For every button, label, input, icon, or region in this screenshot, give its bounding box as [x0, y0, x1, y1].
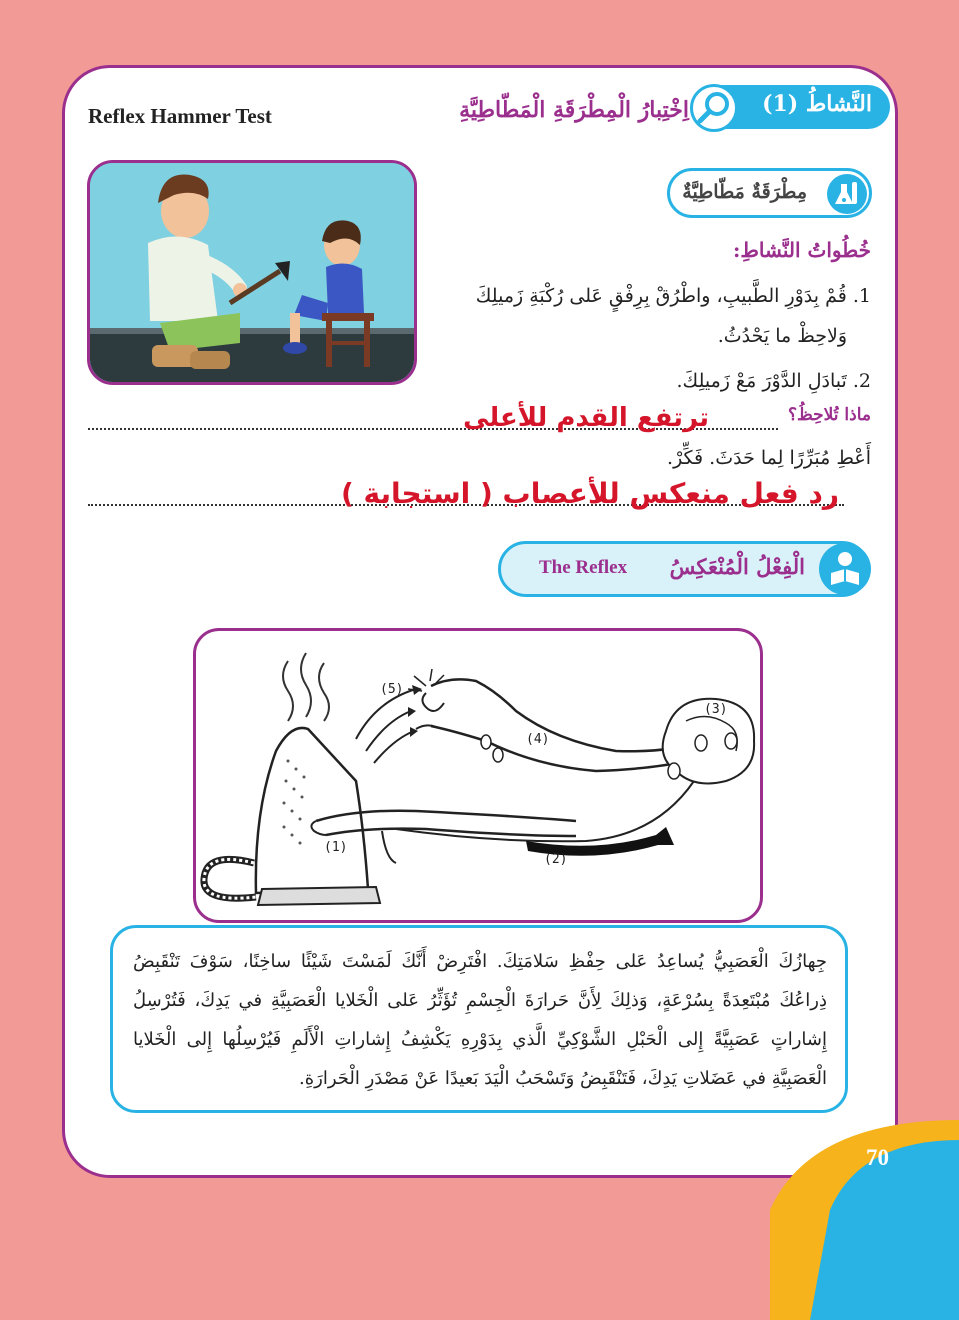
activity-title: اِخْتِبارُ الْمِطْرَقَةِ الْمَطّاطِيَّةِ: [459, 97, 689, 123]
justify-question: أَعْطِ مُبَرِّرًا لِما حَدَثَ. فَكِّرْ.: [667, 447, 871, 469]
reflex-arabic-title: الْفِعْلُ الْمُنْعَكِسُ: [669, 554, 805, 579]
steps-heading: خُطُواتُ النَّشاطِ:: [733, 238, 871, 262]
reflex-arc-diagram: [193, 628, 763, 923]
reflex-section-header: [498, 541, 870, 597]
lab-flask-icon: [827, 174, 867, 214]
reflex-test-photo: [87, 160, 417, 385]
materials-label: مِطْرَقَةٌ مَطّاطِيَّةٌ: [682, 181, 807, 203]
magnifier-icon: [690, 84, 738, 132]
diagram-label-3: (3): [704, 702, 728, 717]
observe-answer: ترتفع القدم للأعلى: [463, 403, 709, 433]
diagram-label-4: (4): [526, 732, 550, 747]
step-2: 2. تَبادَلِ الدَّوْرَ مَعْ زَميلِكَ.: [676, 370, 871, 392]
explanation-paragraph: جِهازُكَ الْعَصَبِيُّ يُساعِدُ عَلى حِفْظِ سَلامَتِكَ. افْتَرِضْ أَنَّكَ لَمَسْتَ شَيْئًا ساخِنًا، سَوْفَ تَنْقَبِضُ ذِراعُكَ مُبْتَعِدَةً بِسُرْعَةٍ، وَذلِكَ لِأَنَّ حَرارَةَ الْجِسْمِ تُؤَثِّرُ عَلى الْخَلايا الْعَصَبِيَّةِ في يَدِكَ، فَتُرْسِلُ إِشاراتٍ عَصَبِيَّةً إِلى الْحَبْلِ الشَّوْكِيِّ الَّذي بِدَوْرِهِ يَكْشِفُ إِشاراتِ الْأَلَمِ فَيُرْسِلُها إِلى الْخَلايا الْعَصَبِيَّةِ في عَضَلاتِ يَدِكَ، فَتَنْقَبِضُ وَتَسْحَبُ الْيَدَ بَعيدًا عَنْ مَصْدَرِ الْحَرارَةِ.: [133, 951, 827, 1089]
english-title: Reflex Hammer Test: [88, 104, 272, 128]
explanation-box: [110, 925, 848, 1113]
reading-child-icon: [819, 543, 871, 595]
page-corner-decoration: [770, 1120, 959, 1320]
step-1-line-1: 1. قُمْ بِدَوْرِ الطَّبيبِ، واطْرُقْ بِرِفْقٍ عَلى رُكْبَةِ زَميلِكَ: [475, 285, 871, 307]
step-1-line-2: وَلاحِظْ ما يَحْدُثُ.: [717, 325, 847, 347]
diagram-label-5: (5): [380, 682, 404, 697]
diagram-label-1: (1): [324, 840, 348, 855]
justify-answer: رد فعل منعكس للأعصاب ( استجابة ): [340, 477, 839, 510]
activity-label: النَّشاطُ (1): [762, 91, 872, 117]
page-number: 70: [866, 1145, 889, 1170]
materials-badge: [667, 168, 872, 218]
reflex-english-title: The Reflex: [539, 557, 628, 578]
diagram-label-2: (2): [544, 852, 568, 867]
observe-question: ماذا تُلاحِظُ؟: [787, 405, 871, 425]
